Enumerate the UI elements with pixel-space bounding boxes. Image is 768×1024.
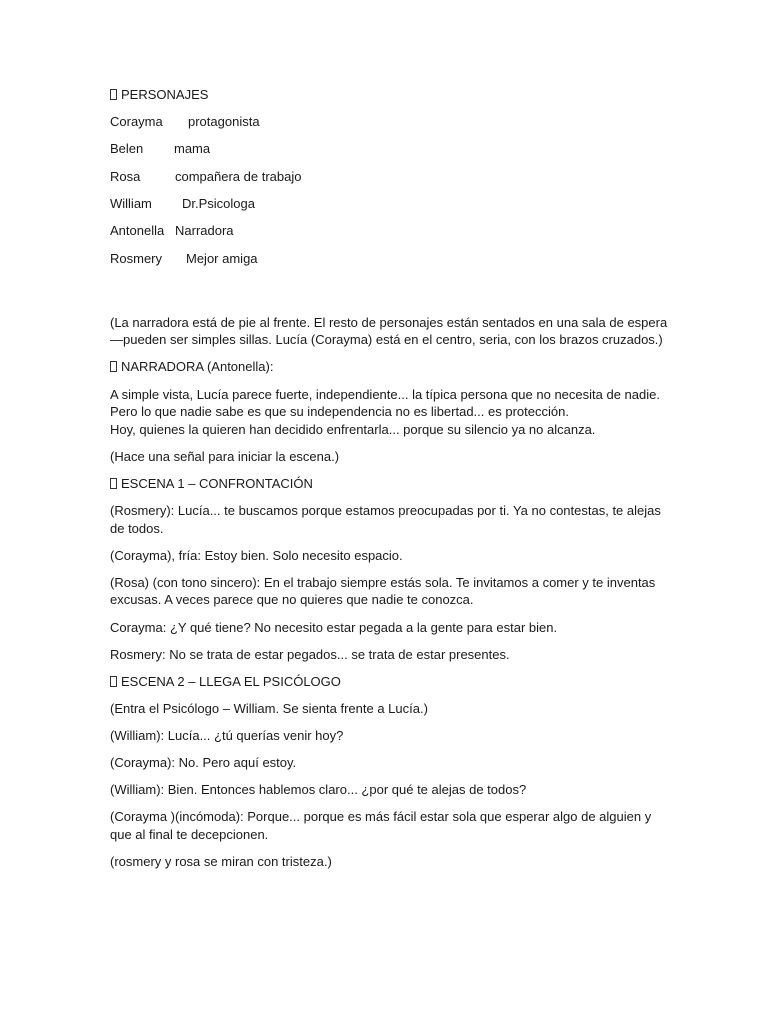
cast-row-william — [110, 195, 670, 213]
cast-role: mama — [174, 141, 211, 157]
dialogue-line: (Corayma )(incómoda): Porque... porque es más fácil estar sola que esperar algo de alguien y que al final te decepcionen. — [110, 809, 652, 842]
cast-role: protagonista — [188, 114, 260, 130]
narrator-heading: NARRADORA (Antonella): — [110, 358, 670, 376]
cast-name: William — [110, 195, 152, 211]
cast-name: Rosmery — [110, 250, 163, 266]
dialogue-line: (Corayma), fría: Estoy bien. Solo necesito espacio. — [110, 547, 403, 563]
missing-glyph-icon — [110, 361, 117, 372]
missing-glyph-icon — [110, 89, 117, 100]
dialogue-line: (William): Lucía... ¿tú querías venir hoy? — [110, 727, 344, 743]
stage-direction: (Entra el Psicólogo – William. Se sienta frente a Lucía.) — [110, 700, 428, 716]
dialogue-line: (Corayma): No. Pero aquí estoy. — [110, 754, 297, 770]
stage-direction: (Hace una señal para iniciar la escena.) — [110, 448, 340, 464]
dialogue-line: (Rosmery): Lucía... te buscamos porque estamos preocupadas por ti. Ya no contestas, te alejas de todos. — [110, 503, 661, 536]
dialogue-line: (Rosa) (con tono sincero): En el trabajo siempre estás sola. Te invitamos a comer y te inventas excusas. A veces parece que no quieres que nadie te conozca. — [110, 574, 656, 608]
missing-glyph-icon — [110, 478, 117, 489]
cast-name: Antonella — [110, 223, 165, 239]
stage-direction: (rosmery y rosa se miran con tristeza.) — [110, 853, 332, 869]
narrator-line: Hoy, quienes la quieren han decidido enfrentarla... porque su silencio ya no alcanza. — [110, 421, 596, 437]
spacer — [110, 277, 670, 314]
cast-role: Narradora — [175, 223, 234, 239]
cast-name: Rosa — [110, 168, 141, 184]
cast-heading: PERSONAJES — [110, 86, 670, 104]
cast-role: compañera de trabajo — [175, 168, 302, 184]
dialogue-line: Rosmery: No se trata de estar pegados... se trata de estar presentes. — [110, 646, 510, 662]
narrator-line: A simple vista, Lucía parece fuerte, independiente... la típica persona que no necesita de nadie. — [110, 386, 660, 402]
cast-row-rosmery — [110, 250, 670, 268]
stage-direction: (La narradora está de pie al frente. El resto de personajes están sentados en una sala de espera —pueden ser simples sillas. Lucía (Corayma) está en el centro, seria, con los brazos cruzados.) — [110, 314, 668, 348]
document-body — [110, 86, 670, 880]
missing-glyph-icon — [110, 676, 117, 687]
narrator-speech — [110, 386, 670, 439]
narrator-line: Pero lo que nadie sabe es que su independencia no es libertad... es protección. — [110, 404, 569, 420]
cast-name: Belen — [110, 141, 144, 157]
cast-row-corayma — [110, 113, 670, 131]
cast-role: Mejor amiga — [186, 250, 258, 266]
scene-heading: ESCENA 1 – CONFRONTACIÓN — [110, 475, 670, 493]
cast-name: Corayma — [110, 114, 163, 130]
scene-heading: ESCENA 2 – LLEGA EL PSICÓLOGO — [110, 673, 670, 691]
dialogue-line: (William): Bien. Entonces hablemos claro... ¿por qué te alejas de todos? — [110, 782, 527, 798]
cast-row-rosa — [110, 168, 670, 186]
cast-role: Dr.Psicologa — [182, 195, 255, 211]
cast-row-belen — [110, 140, 670, 158]
dialogue-line: Corayma: ¿Y qué tiene? No necesito estar pegada a la gente para estar bien. — [110, 619, 558, 635]
cast-row-antonella — [110, 222, 670, 240]
